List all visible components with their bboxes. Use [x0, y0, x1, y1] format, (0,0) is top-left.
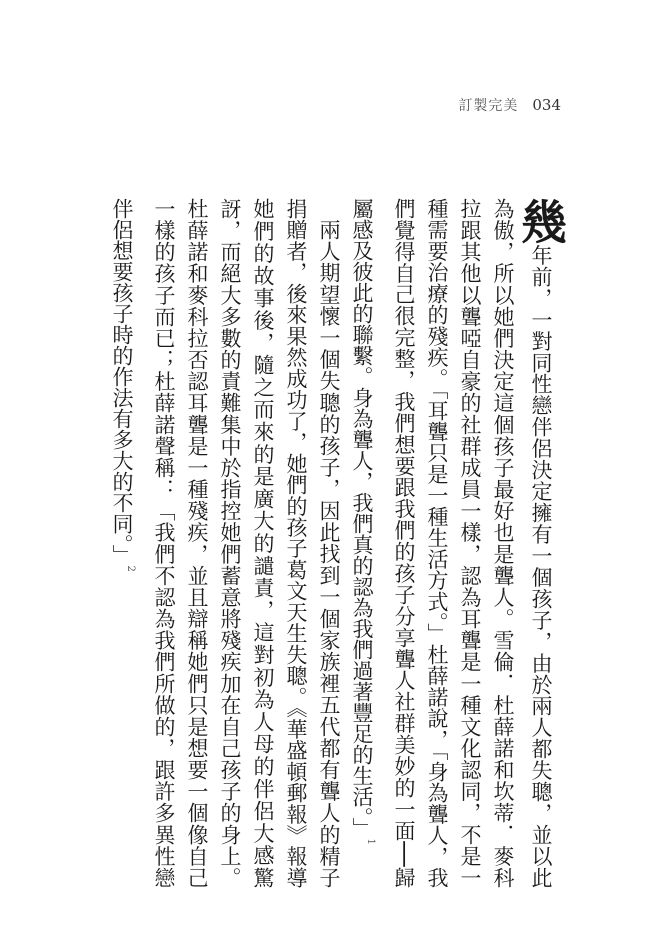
footnote-marker-2: 2 [125, 565, 136, 572]
paragraph-2-text: 兩人期望懷一個失聰的孩子，因此找到一個家族裡五代都有聾人的精子捐贈者，後來果然成功了，她們的孩子葛文天生失聰。《華盛頓郵報》報導她們的故事後，隨之而來的是廣大的譴責，這對初為人母的伴侶大感驚訝，而絕大多數的責難集中於指控她們蓄意將殘疾加在自己孩子的身上。杜薛諾和麥科拉否認耳聾是一種殘疾，並且辯稱她們只是想要一個像自己一樣的孩子而已；杜薛諾聲稱：「我們不認為我們所做的，跟許多異性戀伴侶想要孩子時的作法有多大的不同。」 [110, 198, 341, 888]
page-number: 034 [532, 96, 561, 114]
book-title: 訂製完美 [458, 98, 519, 114]
paragraph-1 [345, 198, 568, 889]
running-header [458, 95, 561, 115]
paragraph-2 [105, 198, 345, 888]
drop-cap: 幾 [514, 198, 568, 245]
paragraph-1-text: 年前，一對同性戀伴侶決定擁有一個孩子，由於兩人都失聰，並以此為傲，所以她們決定這個孩子最好也是聾人。雪倫．杜薛諾和坎蒂．麥科拉跟其他以聾啞自豪的社群成員一樣，認為耳聾是一種文化認同，不是一種需要治療的殘疾。「耳聾只是一種生活方式。」杜薛諾說，「身為聾人，我們覺得自己很完整，我們想要跟我們的孩子分享聾人社群美妙的一面──歸屬感及彼此的聯繫。身為聾人，我們真的認為我們過著豐足的生活。」 [350, 198, 553, 889]
footnote-marker-1: 1 [365, 838, 376, 845]
body-text [108, 198, 568, 889]
